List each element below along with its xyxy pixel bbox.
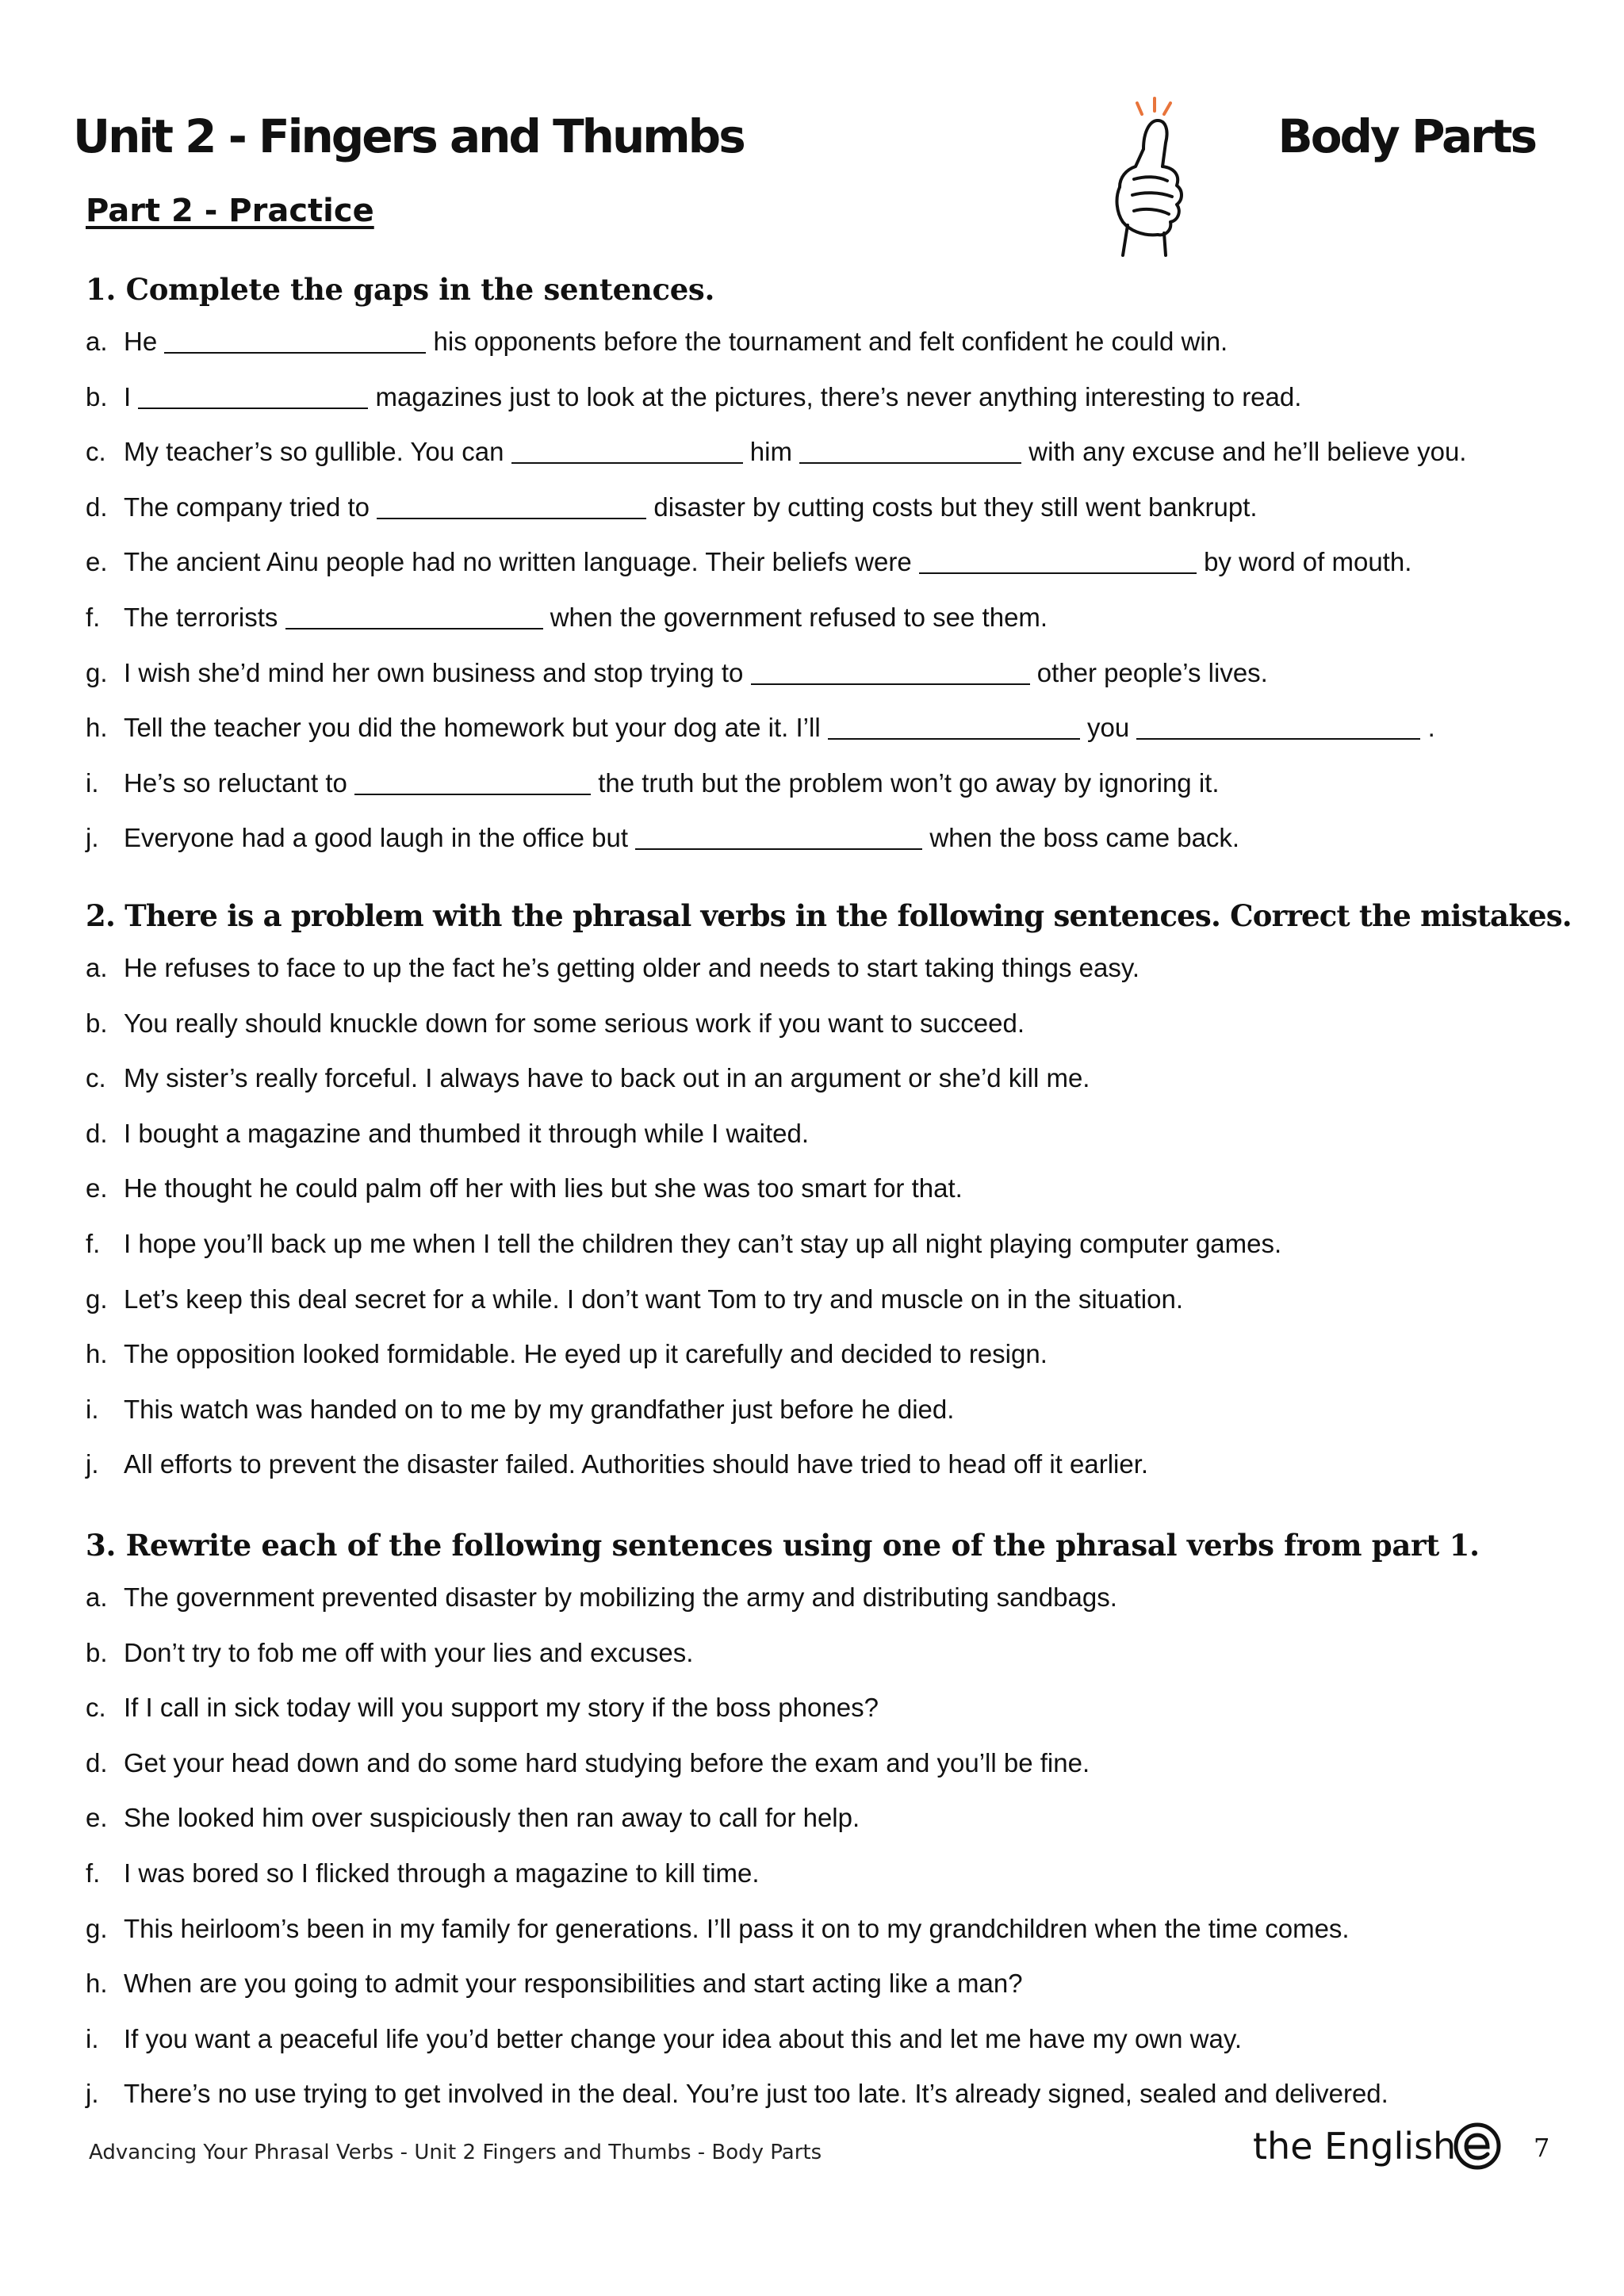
item-text: There’s no use trying to get involved in the deal. You’re just too late. It’s already signed, sealed and delivered. <box>124 2079 1388 2109</box>
item-text: The opposition looked formidable. He eyed up it carefully and decided to resign. <box>124 1339 1048 1369</box>
item-letter: e. <box>86 547 108 577</box>
item-text: Don’t try to fob me off with your lies and excuses. <box>124 1637 694 1667</box>
section-instruction: 2. There is a problem with the phrasal verbs in the following sentences. Correct the mistakes. <box>86 898 1572 933</box>
exercise-item <box>86 2011 1576 2067</box>
page-number: 7 <box>1534 2133 1550 2163</box>
item-text: The company tried to <box>124 492 370 522</box>
exercise-item <box>86 756 1576 811</box>
item-text: I bought a magazine and thumbed it through while I waited. <box>124 1118 810 1148</box>
exercise-item <box>86 1326 1576 1382</box>
item-text: I <box>124 381 132 411</box>
item-letter: d. <box>86 1747 108 1777</box>
item-letter: e. <box>86 1803 108 1833</box>
item-text: Get your head down and do some hard studying before the exam and you’ll be fine. <box>124 1747 1090 1777</box>
item-text: magazines just to look at the pictures, there’s never anything interesting to read. <box>375 381 1302 411</box>
answer-blank[interactable] <box>751 660 1030 685</box>
answer-blank[interactable] <box>1136 714 1420 740</box>
answer-blank[interactable] <box>511 438 743 464</box>
exercise-item <box>86 996 1576 1051</box>
item-letter: h. <box>86 713 108 743</box>
section-instruction: 3. Rewrite each of the following sentences using one of the phrasal verbs from part 1. <box>86 1528 1480 1563</box>
answer-blank[interactable] <box>919 549 1197 574</box>
item-text: The terrorists <box>124 602 278 632</box>
item-text: I hope you’ll back up me when I tell the children they can’t stay up all night playing computer games. <box>124 1228 1282 1258</box>
item-text: My sister’s really forceful. I always have to back out in an argument or she’d kill me. <box>124 1063 1090 1093</box>
section-rewrite-sentences <box>86 1521 1576 2122</box>
exercise-item <box>86 2066 1576 2122</box>
exercise-item <box>86 1735 1576 1791</box>
item-text: She looked him over suspiciously then ran away to call for help. <box>124 1803 860 1833</box>
item-text: Everyone had a good laugh in the office but <box>124 823 629 853</box>
item-text: This watch was handed on to me by my grandfather just before he died. <box>124 1394 955 1424</box>
item-letter: a. <box>86 327 108 356</box>
item-text: him <box>749 437 792 467</box>
item-text: My teacher’s so gullible. You can <box>124 437 504 467</box>
part-title: Part 2 - Practice <box>86 193 374 229</box>
item-text: Tell the teacher you did the homework but your dog ate it. I’ll <box>124 713 821 743</box>
item-text: If you want a peaceful life you’d better change your idea about this and let me have my own way. <box>124 2023 1243 2053</box>
item-letter: g. <box>86 1284 108 1314</box>
exercise-item <box>86 1790 1576 1846</box>
exercise-item <box>86 1382 1576 1437</box>
item-letter: i. <box>86 767 99 798</box>
item-text: Let’s keep this deal secret for a while. I don’t want Tom to try and muscle on in the situation. <box>124 1284 1184 1314</box>
exercise-list <box>86 940 1576 1492</box>
item-text: You really should knuckle down for some serious work if you want to succeed. <box>124 1008 1025 1038</box>
exercise-item <box>86 1625 1576 1681</box>
item-letter: b. <box>86 1637 108 1667</box>
section-instruction: 1. Complete the gaps in the sentences. <box>86 272 715 307</box>
answer-blank[interactable] <box>799 438 1021 464</box>
answer-blank[interactable] <box>828 714 1080 740</box>
item-letter: d. <box>86 1118 108 1148</box>
item-text: other people’s lives. <box>1036 657 1268 687</box>
item-text: This heirloom’s been in my family for generations. I’ll pass it on to my grandchildren when the time comes. <box>124 1913 1350 1943</box>
footer-note: Advancing Your Phrasal Verbs - Unit 2 Fingers and Thumbs - Body Parts <box>89 2141 822 2164</box>
exercise-item <box>86 369 1576 425</box>
brand-name: the English <box>1253 2125 1457 2168</box>
exercise-item <box>86 1680 1576 1735</box>
exercise-item <box>86 1901 1576 1957</box>
item-letter: j. <box>86 823 99 853</box>
item-letter: c. <box>86 1693 106 1723</box>
item-text: He <box>124 327 158 356</box>
exercise-item <box>86 810 1576 866</box>
exercise-item <box>86 534 1576 590</box>
item-letter: h. <box>86 1969 108 1999</box>
item-letter: j. <box>86 1449 99 1479</box>
exercise-item <box>86 1050 1576 1106</box>
item-letter: j. <box>86 2079 99 2109</box>
answer-blank[interactable] <box>635 825 922 850</box>
exercise-item <box>86 1570 1576 1625</box>
exercise-item <box>86 1437 1576 1492</box>
item-text: When are you going to admit your responsibilities and start acting like a man? <box>124 1969 1023 1999</box>
item-text: when the boss came back. <box>929 823 1240 853</box>
item-text: He’s so reluctant to <box>124 767 347 798</box>
exercise-item <box>86 645 1576 701</box>
answer-blank[interactable] <box>377 494 646 519</box>
item-text: by word of mouth. <box>1204 547 1412 577</box>
item-text: All efforts to prevent the disaster failed. Authorities should have tried to head off it earlier. <box>124 1449 1149 1479</box>
exercise-item <box>86 590 1576 645</box>
exercise-item <box>86 1846 1576 1901</box>
item-text: The ancient Ainu people had no written language. Their beliefs were <box>124 547 912 577</box>
answer-blank[interactable] <box>138 384 368 409</box>
item-text: disaster by cutting costs but they still went bankrupt. <box>653 492 1258 522</box>
exercise-item <box>86 700 1576 756</box>
item-letter: c. <box>86 1063 106 1093</box>
answer-blank[interactable] <box>164 328 426 354</box>
item-letter: e. <box>86 1173 108 1203</box>
section-complete-gaps <box>86 265 1576 866</box>
item-letter: b. <box>86 381 108 411</box>
exercise-item <box>86 424 1576 480</box>
exercise-item <box>86 1106 1576 1161</box>
item-letter: d. <box>86 492 108 522</box>
item-letter: c. <box>86 437 106 467</box>
exercise-item <box>86 940 1576 996</box>
item-letter: i. <box>86 1394 99 1424</box>
item-text: his opponents before the tournament and felt confident he could win. <box>433 327 1228 356</box>
item-text: He refuses to face to up the fact he’s getting older and needs to start taking things easy. <box>124 953 1140 982</box>
exercise-item <box>86 480 1576 535</box>
unit-title: Unit 2 - Fingers and Thumbs <box>73 109 744 163</box>
thumbs-up-hand-icon <box>1086 94 1197 260</box>
exercise-item <box>86 1272 1576 1327</box>
exercise-item <box>86 1956 1576 2011</box>
exercise-list <box>86 314 1576 866</box>
answer-blank[interactable] <box>354 770 591 795</box>
item-text: with any excuse and he’ll believe you. <box>1028 437 1467 467</box>
item-letter: a. <box>86 1582 108 1612</box>
item-text: . <box>1427 713 1435 743</box>
topic-title: Body Parts <box>1277 109 1535 163</box>
item-letter: f. <box>86 1858 101 1888</box>
answer-blank[interactable] <box>285 604 543 629</box>
item-text: If I call in sick today will you support my story if the boss phones? <box>124 1693 879 1723</box>
item-letter: f. <box>86 602 101 632</box>
item-letter: i. <box>86 2023 99 2053</box>
item-text: when the government refused to see them. <box>550 602 1048 632</box>
section-correct-mistakes <box>86 891 1576 1492</box>
exercise-item <box>86 1216 1576 1272</box>
item-letter: h. <box>86 1339 108 1369</box>
item-text: the truth but the problem won’t go away by ignoring it. <box>598 767 1220 798</box>
exercise-list <box>86 1570 1576 2122</box>
item-letter: g. <box>86 1913 108 1943</box>
exercise-item <box>86 314 1576 369</box>
item-text: He thought he could palm off her with lies but she was too smart for that. <box>124 1173 963 1203</box>
item-letter: f. <box>86 1228 101 1258</box>
item-text: I wish she’d mind her own business and stop trying to <box>124 657 744 687</box>
item-text: The government prevented disaster by mobilizing the army and distributing sandbags. <box>124 1582 1117 1612</box>
item-text: you <box>1087 713 1130 743</box>
item-letter: a. <box>86 953 108 982</box>
exercise-item <box>86 1161 1576 1216</box>
item-text: I was bored so I flicked through a magazine to kill time. <box>124 1858 760 1888</box>
e-logo-icon <box>1453 2122 1502 2171</box>
item-letter: b. <box>86 1008 108 1038</box>
item-letter: g. <box>86 657 108 687</box>
